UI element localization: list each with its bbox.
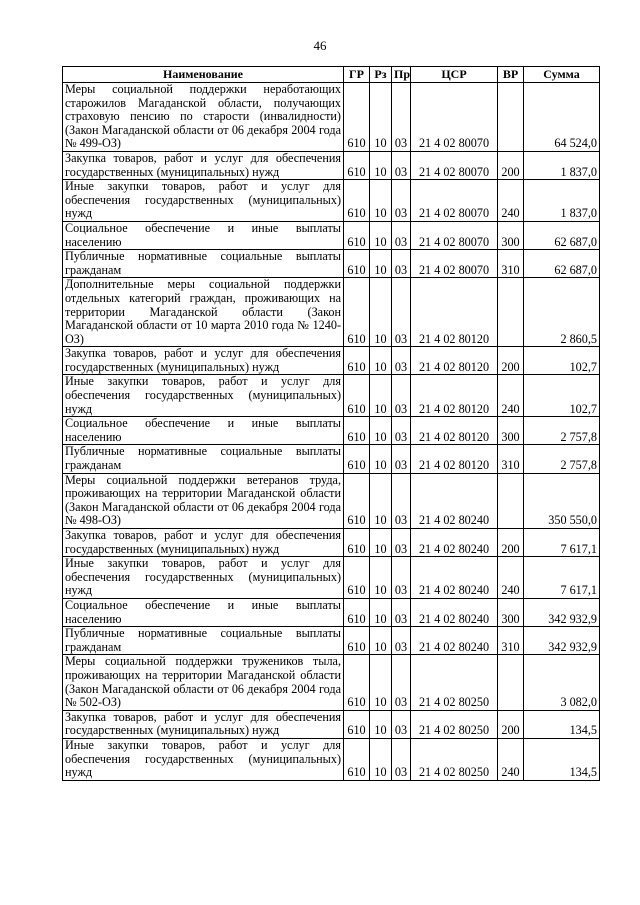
cell-vr: 240 [498,180,524,222]
cell-sum: 342 932,9 [524,627,600,655]
cell-vr: 200 [498,347,524,375]
cell-vr: 300 [498,221,524,249]
cell-name: Социальное обеспечение и иные выплаты населению [63,417,344,445]
cell-csr: 21 4 02 80250 [411,738,498,780]
cell-gr: 610 [344,83,370,152]
cell-rz: 10 [370,417,392,445]
cell-gr: 610 [344,375,370,417]
column-header-rz: Рз [370,67,392,83]
cell-name: Меры социальной поддержки тружеников тыла, проживающих на территории Магаданской области (Закон Магаданской области от 06 декабря 2004 года № 502-ОЗ) [63,655,344,710]
cell-csr: 21 4 02 80120 [411,347,498,375]
cell-name: Закупка товаров, работ и услуг для обеспечения государственных (муниципальных) нужд [63,151,344,179]
cell-sum: 62 687,0 [524,221,600,249]
cell-pr: 03 [392,710,411,738]
cell-name: Иные закупки товаров, работ и услуг для обеспечения государственных (муниципальных) нужд [63,375,344,417]
cell-rz: 10 [370,710,392,738]
cell-rz: 10 [370,473,392,528]
cell-pr: 03 [392,627,411,655]
cell-vr: 200 [498,710,524,738]
table-row [63,445,600,473]
cell-pr: 03 [392,180,411,222]
cell-vr [498,655,524,710]
cell-csr: 21 4 02 80070 [411,221,498,249]
budget-table [62,66,600,781]
column-header-gr: ГР [344,67,370,83]
cell-vr: 300 [498,417,524,445]
table-row [63,655,600,710]
cell-pr: 03 [392,557,411,599]
cell-vr: 300 [498,598,524,626]
cell-name: Публичные нормативные социальные выплаты гражданам [63,627,344,655]
cell-vr [498,473,524,528]
cell-name: Меры социальной поддержки неработающих старожилов Магаданской области, получающих страховую пенсию по старости (инвалидности) (Закон Магаданской области от 06 декабря 2004 года № 499-ОЗ) [63,83,344,152]
cell-vr: 310 [498,627,524,655]
cell-name: Социальное обеспечение и иные выплаты населению [63,598,344,626]
cell-csr: 21 4 02 80070 [411,83,498,152]
table-row [63,83,600,152]
cell-name: Публичные нормативные социальные выплаты гражданам [63,445,344,473]
cell-sum: 102,7 [524,375,600,417]
cell-pr: 03 [392,151,411,179]
cell-name: Закупка товаров, работ и услуг для обеспечения государственных (муниципальных) нужд [63,347,344,375]
table-row [63,738,600,780]
cell-gr: 610 [344,417,370,445]
cell-sum: 134,5 [524,738,600,780]
cell-pr: 03 [392,473,411,528]
cell-csr: 21 4 02 80240 [411,627,498,655]
table-row [63,557,600,599]
cell-sum: 102,7 [524,347,600,375]
table-body [63,83,600,781]
cell-pr: 03 [392,738,411,780]
cell-sum: 2 860,5 [524,278,600,347]
cell-name: Закупка товаров, работ и услуг для обеспечения государственных (муниципальных) нужд [63,529,344,557]
cell-gr: 610 [344,180,370,222]
cell-gr: 610 [344,627,370,655]
cell-pr: 03 [392,347,411,375]
cell-rz: 10 [370,655,392,710]
cell-vr: 240 [498,557,524,599]
cell-gr: 610 [344,598,370,626]
cell-gr: 610 [344,738,370,780]
table-row [63,180,600,222]
cell-vr [498,83,524,152]
table-row [63,151,600,179]
cell-sum: 3 082,0 [524,655,600,710]
cell-gr: 610 [344,557,370,599]
cell-gr: 610 [344,710,370,738]
cell-sum: 134,5 [524,710,600,738]
cell-csr: 21 4 02 80240 [411,557,498,599]
cell-gr: 610 [344,445,370,473]
table-header-row [63,67,600,83]
table-row [63,473,600,528]
cell-sum: 7 617,1 [524,529,600,557]
cell-vr [498,278,524,347]
cell-name: Иные закупки товаров, работ и услуг для обеспечения государственных (муниципальных) нужд [63,738,344,780]
cell-rz: 10 [370,83,392,152]
cell-pr: 03 [392,221,411,249]
cell-rz: 10 [370,445,392,473]
cell-vr: 240 [498,375,524,417]
cell-gr: 610 [344,473,370,528]
cell-name: Иные закупки товаров, работ и услуг для обеспечения государственных (муниципальных) нужд [63,557,344,599]
cell-pr: 03 [392,375,411,417]
cell-vr: 240 [498,738,524,780]
cell-csr: 21 4 02 80250 [411,655,498,710]
cell-rz: 10 [370,278,392,347]
table-row [63,375,600,417]
cell-rz: 10 [370,529,392,557]
cell-name: Иные закупки товаров, работ и услуг для обеспечения государственных (муниципальных) нужд [63,180,344,222]
page-number: 46 [313,38,327,53]
cell-sum: 64 524,0 [524,83,600,152]
cell-gr: 610 [344,221,370,249]
table-row [63,250,600,278]
cell-pr: 03 [392,278,411,347]
table-row [63,417,600,445]
cell-vr: 200 [498,151,524,179]
cell-rz: 10 [370,557,392,599]
cell-sum: 350 550,0 [524,473,600,528]
cell-csr: 21 4 02 80120 [411,417,498,445]
cell-rz: 10 [370,250,392,278]
cell-csr: 21 4 02 80120 [411,375,498,417]
cell-pr: 03 [392,250,411,278]
column-header-csr: ЦСР [411,67,498,83]
cell-rz: 10 [370,180,392,222]
cell-csr: 21 4 02 80240 [411,473,498,528]
cell-rz: 10 [370,221,392,249]
table-row [63,627,600,655]
column-header-name: Наименование [63,67,344,83]
cell-sum: 2 757,8 [524,417,600,445]
cell-csr: 21 4 02 80070 [411,180,498,222]
cell-csr: 21 4 02 80120 [411,278,498,347]
cell-rz: 10 [370,598,392,626]
cell-sum: 1 837,0 [524,180,600,222]
cell-gr: 610 [344,347,370,375]
cell-csr: 21 4 02 80070 [411,250,498,278]
cell-csr: 21 4 02 80120 [411,445,498,473]
column-header-vr: ВР [498,67,524,83]
cell-rz: 10 [370,627,392,655]
table-row [63,347,600,375]
cell-pr: 03 [392,598,411,626]
cell-gr: 610 [344,250,370,278]
cell-name: Публичные нормативные социальные выплаты гражданам [63,250,344,278]
cell-pr: 03 [392,529,411,557]
cell-sum: 7 617,1 [524,557,600,599]
cell-rz: 10 [370,738,392,780]
table-row [63,710,600,738]
cell-sum: 342 932,9 [524,598,600,626]
cell-vr: 310 [498,445,524,473]
cell-sum: 62 687,0 [524,250,600,278]
cell-pr: 03 [392,417,411,445]
cell-sum: 2 757,8 [524,445,600,473]
table-row [63,278,600,347]
cell-csr: 21 4 02 80240 [411,598,498,626]
cell-pr: 03 [392,445,411,473]
cell-gr: 610 [344,529,370,557]
table-row [63,529,600,557]
cell-csr: 21 4 02 80240 [411,529,498,557]
cell-rz: 10 [370,151,392,179]
column-header-pr: Пр [392,67,411,83]
cell-name: Закупка товаров, работ и услуг для обеспечения государственных (муниципальных) нужд [63,710,344,738]
cell-gr: 610 [344,655,370,710]
table-row [63,598,600,626]
cell-pr: 03 [392,655,411,710]
cell-vr: 310 [498,250,524,278]
cell-gr: 610 [344,278,370,347]
cell-name: Дополнительные меры социальной поддержки отдельных категорий граждан, проживающих на территории Магаданской области (Закон Магаданской области от 10 марта 2010 года № 1240-ОЗ) [63,278,344,347]
cell-vr: 200 [498,529,524,557]
cell-csr: 21 4 02 80070 [411,151,498,179]
column-header-sum: Сумма [524,67,600,83]
cell-csr: 21 4 02 80250 [411,710,498,738]
cell-sum: 1 837,0 [524,151,600,179]
table-row [63,221,600,249]
cell-name: Социальное обеспечение и иные выплаты населению [63,221,344,249]
cell-pr: 03 [392,83,411,152]
cell-gr: 610 [344,151,370,179]
cell-name: Меры социальной поддержки ветеранов труда, проживающих на территории Магаданской области (Закон Магаданской области от 06 декабря 2004 года № 498-ОЗ) [63,473,344,528]
cell-rz: 10 [370,347,392,375]
cell-rz: 10 [370,375,392,417]
